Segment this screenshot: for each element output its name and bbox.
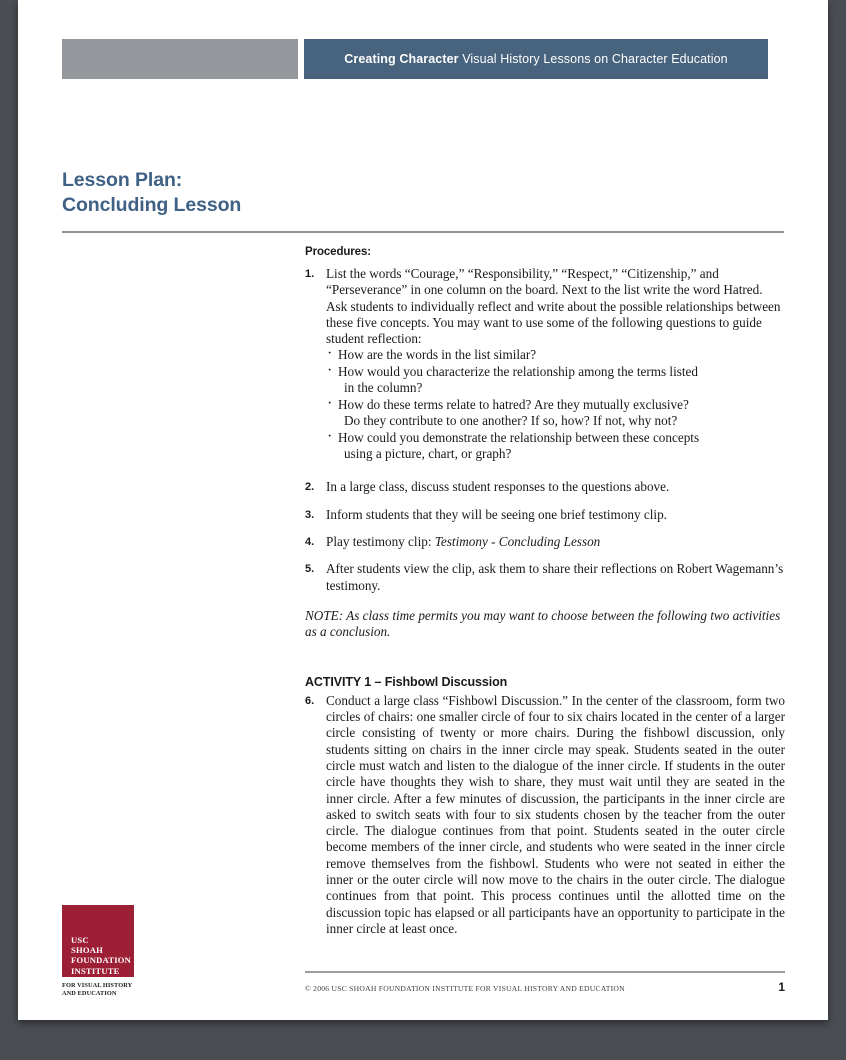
logo-line-3: FOUNDATION <box>71 955 132 966</box>
note-text: As class time permits you may want to choose between the following two activities as a conclusion. <box>305 607 781 640</box>
bullet-item <box>326 430 785 463</box>
procedure-item-4-text: Play testimony clip: <box>326 533 435 549</box>
procedure-item-4-number: 4. <box>305 535 315 548</box>
bullet-line-2: in the column? <box>344 380 423 396</box>
page-header-banner <box>18 39 828 79</box>
series-brand-bold: Creating Character <box>344 52 459 66</box>
logo-tagline-line-1: FOR VISUAL HISTORY <box>62 982 133 989</box>
note-paragraph <box>305 608 785 641</box>
activity-section <box>305 675 785 937</box>
bullet-item <box>326 364 785 397</box>
procedure-item-1-number: 1. <box>305 268 315 280</box>
procedure-item-1 <box>305 266 785 462</box>
procedure-item-2-number: 2. <box>305 481 315 494</box>
procedure-item-5-number: 5. <box>305 563 315 576</box>
page-number: 1 <box>778 980 785 994</box>
document-page <box>18 0 828 1020</box>
procedure-item-3-number: 3. <box>305 508 315 521</box>
footer-divider <box>305 971 785 973</box>
logo-mark <box>62 905 134 977</box>
procedure-item-6-text: Conduct a large class “Fishbowl Discussion.” In the center of the classroom, form two circles of chairs: one smaller circle of four to six chairs located in the center of a larger circle consisting of twenty or more chairs. During the fishbowl discussion, only students sitting on chairs in the inner circle may speak. Students seated in the outer circle must watch and listen to the dialogue of the inner circle. If students in the outer circle have thoughts they wish to share, they must wait until they are seated in the inner circle. After a few minutes of discussion, the participants in the inner circle are asked to switch seats with four to six students chosen by the teacher from the outer circle. The dialogue continues from that point. Students seated in the outer circle become members of the inner circle, and students who were seated in the inner circle remove themselves from the fishbowl. Students who were not seated in either the inner or the outer circle will now move to the chairs in the outer circle. The dialogue continues from that point. This process continues until the allotted time on the discussion topic has elapsed or all participants have an opportunity to participate in the inner circle at least once. <box>326 692 785 936</box>
testimony-clip-title: Testimony - Concluding Lesson <box>434 533 601 549</box>
procedure-item-1-text: List the words “Courage,” “Responsibility,” “Respect,” “Citizenship,” and “Perseverance” in one column on the board. Next to the list write the word Hatred. Ask students to individually reflect and write about the possible relationships between these five concepts. You may want to use some of the following questions to guide student reflection: <box>326 266 781 347</box>
activity-heading: ACTIVITY 1 – Fishbowl Discussion <box>305 674 508 689</box>
bullet-line-2: Do they contribute to one another? If so, how? If not, why not? <box>344 413 678 429</box>
series-brand-subtitle: Visual History Lessons on Character Education <box>458 52 728 66</box>
series-title-bar <box>304 39 768 79</box>
title-divider <box>62 231 784 233</box>
page-title-line-1: Lesson Plan: <box>62 169 183 191</box>
procedure-item-6 <box>305 693 785 937</box>
procedures-heading: Procedures: <box>305 246 372 258</box>
note-label: NOTE: <box>305 607 344 623</box>
logo-tagline-line-2: AND EDUCATION <box>62 990 117 997</box>
logo-line-4: INSTITUTE <box>71 965 120 976</box>
procedure-item-3 <box>305 507 785 523</box>
bullet-line-1: How could you demonstrate the relationship between these concepts <box>338 429 700 445</box>
page-title-line-2: Concluding Lesson <box>62 194 242 216</box>
bullet-line-1: How do these terms relate to hatred? Are they mutually exclusive? <box>338 396 689 412</box>
procedure-item-6-number: 6. <box>305 694 315 707</box>
procedure-item-1-bullets <box>326 347 785 462</box>
logo-line-2: SHOAH <box>71 945 104 956</box>
procedure-item-2-text: In a large class, discuss student responses to the questions above. <box>326 479 670 495</box>
procedure-item-3-text: Inform students that they will be seeing one brief testimony clip. <box>326 506 667 522</box>
footer-copyright: © 2006 USC SHOAH FOUNDATION INSTITUTE FOR VISUAL HISTORY AND EDUCATION <box>305 984 625 993</box>
procedure-item-2 <box>305 479 785 495</box>
bullet-line-1: How are the words in the list similar? <box>338 347 537 363</box>
header-image-placeholder <box>62 39 298 79</box>
bullet-line-1: How would you characterize the relationship among the terms listed <box>338 363 698 379</box>
bullet-item <box>326 397 785 430</box>
organization-logo <box>62 905 152 998</box>
procedure-item-4 <box>305 534 785 550</box>
bullet-line-2: using a picture, chart, or graph? <box>344 445 512 461</box>
logo-wordmark <box>71 935 131 976</box>
logo-tagline <box>62 982 152 998</box>
page-title <box>62 168 562 218</box>
content-column <box>305 246 785 948</box>
logo-line-1: USC <box>71 935 89 945</box>
bullet-item <box>326 347 785 363</box>
procedure-item-5-text: After students view the clip, ask them to share their reflections on Robert Wagemann’s testimony. <box>326 561 784 593</box>
procedure-item-5 <box>305 561 785 594</box>
